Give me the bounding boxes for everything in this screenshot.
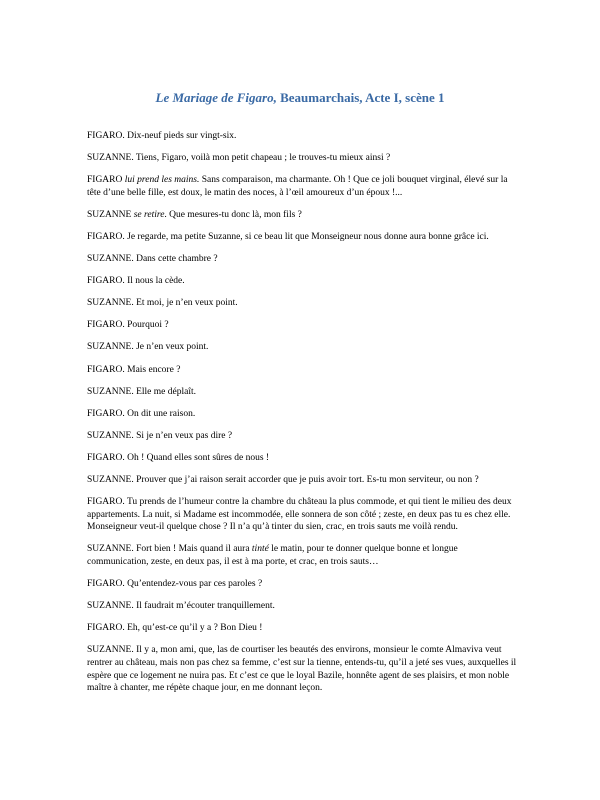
dialogue-line xyxy=(87,209,517,222)
speaker-name: SUZANNE. xyxy=(87,645,134,656)
dialogue-line xyxy=(87,496,517,534)
dialogue-text: Si je n’en veux pas dire ? xyxy=(133,430,233,441)
dialogue-line xyxy=(87,174,517,199)
dialogue-line xyxy=(87,644,517,694)
emphasized-word: tinté xyxy=(251,544,269,555)
speaker-name: SUZANNE. xyxy=(87,544,134,555)
dialogue-text: Il faudrait m’écouter tranquillement. xyxy=(133,601,275,612)
speaker-name: SUZANNE. xyxy=(87,386,134,397)
dialogue-line xyxy=(87,253,517,266)
dialogue-line xyxy=(87,152,517,165)
dialogue-text: Elle me déplaît. xyxy=(133,386,196,397)
speaker-name: SUZANNE. xyxy=(87,153,134,164)
speaker-name: SUZANNE. xyxy=(87,430,134,441)
dialogue-text: Dix-neuf pieds sur vingt-six. xyxy=(124,131,237,141)
dialogue-line xyxy=(87,364,517,377)
speaker-name: SUZANNE. xyxy=(87,298,134,309)
stage-direction: se retire xyxy=(131,209,165,220)
title-work: Le Mariage de Figaro, xyxy=(155,90,277,105)
dialogue-text: Dans cette chambre ? xyxy=(133,254,218,265)
speaker-name: SUZANNE. xyxy=(87,342,134,353)
dialogue-line xyxy=(87,578,517,591)
speaker-name: SUZANNE. xyxy=(87,254,134,265)
dialogue-text: Il y a, mon ami, que, las de courtiser les beautés des environs, monsieur le comte Almaviva veut rentrer au château, mais non pas chez sa femme, c’est sur la tienne, entends-tu, qu’il a jeté ses vues, auxquelles il espère que ce logement ne nuira pas. Et c’est ce que le loyal Bazile, honnête agent de ses plaisirs, et mon noble maître à chanter, me répète chaque jour, en me donnant leçon. xyxy=(87,645,517,694)
dialogue-line xyxy=(87,297,517,310)
speaker-name: FIGARO. xyxy=(87,623,125,634)
dialogue-text: Fort bien ! Mais quand il aura xyxy=(133,544,252,555)
dialogue-line xyxy=(87,341,517,354)
dialogue-text: Il nous la cède. xyxy=(124,276,185,287)
dialogue-line xyxy=(87,408,517,421)
dialogue-line xyxy=(87,275,517,288)
speaker-name: FIGARO. xyxy=(87,497,125,508)
dialogue-text: Mais encore ? xyxy=(124,364,181,375)
dialogue-line xyxy=(87,319,517,332)
speaker-name: FIGARO. xyxy=(87,452,125,463)
dialogue-text: Et moi, je n’en veux point. xyxy=(133,298,238,309)
speaker-name: SUZANNE. xyxy=(87,601,134,612)
dialogue-text: Tiens, Figaro, voilà mon petit chapeau ; le trouves-tu mieux ainsi ? xyxy=(133,153,391,164)
speaker-name: FIGARO. xyxy=(87,320,125,331)
script-body xyxy=(87,130,517,704)
dialogue-text: Oh ! Quand elles sont sûres de nous ! xyxy=(124,452,270,463)
speaker-name: FIGARO. xyxy=(87,408,125,419)
dialogue-text: Je n’en veux point. xyxy=(133,342,209,353)
speaker-name: FIGARO. xyxy=(87,276,125,287)
dialogue-text: Eh, qu’est-ce qu’il y a ? Bon Dieu ! xyxy=(124,623,263,634)
dialogue-text: On dit une raison. xyxy=(124,408,196,419)
dialogue-line xyxy=(87,622,517,635)
dialogue-line xyxy=(87,231,517,244)
speaker-name: FIGARO. xyxy=(87,131,125,141)
dialogue-text: Je regarde, ma petite Suzanne, si ce beau lit que Monseigneur nous donne aura bonne grâce ici. xyxy=(124,231,489,242)
speaker-name: FIGARO. xyxy=(87,231,125,242)
dialogue-text: Tu prends de l’humeur contre la chambre du château la plus commode, et qui tient le milieu des deux appartements. La nuit, si Madame est incommodée, elle sonnera de son côté ; zeste, en deux pas tu es chez elle. Monseigneur veut-il quelque chose ? Il n’a qu’à tinter du sien, crac, en trois sauts me voilà rendu. xyxy=(87,497,512,533)
dialogue-line xyxy=(87,543,517,568)
dialogue-text: . Que mesures-tu donc là, mon fils ? xyxy=(164,209,302,220)
title-rest: Beaumarchais, Acte I, scène 1 xyxy=(276,90,445,105)
dialogue-text: Pourquoi ? xyxy=(124,320,169,331)
speaker-name: SUZANNE. xyxy=(87,475,134,485)
stage-direction: lui prend les mains. xyxy=(122,175,200,186)
dialogue-line xyxy=(87,386,517,399)
dialogue-line xyxy=(87,430,517,443)
dialogue-text: Prouver que j’ai raison serait accorder que je puis avoir tort. Es-tu mon serviteur, ou non ? xyxy=(133,475,479,485)
speaker-name: SUZANNE xyxy=(87,209,132,220)
speaker-name: FIGARO. xyxy=(87,579,125,590)
dialogue-line xyxy=(87,600,517,613)
speaker-name: FIGARO xyxy=(87,175,123,186)
speaker-name: FIGARO. xyxy=(87,364,125,375)
dialogue-line xyxy=(87,130,517,143)
dialogue-line xyxy=(87,452,517,465)
dialogue-text-continued: le matin, pour te donner quelque bonne et longue communication, zeste, en deux pas, il est à ma porte, et crac, en trois sauts… xyxy=(87,544,458,567)
dialogue-text: Qu’entendez-vous par ces paroles ? xyxy=(124,579,263,590)
dialogue-line xyxy=(87,474,517,487)
dialogue-text: Sans comparaison, ma charmante. Oh ! Que ce joli bouquet virginal, élevé sur la tête d’une belle fille, est doux, le matin des noces, à l’œil amoureux d’un époux !... xyxy=(87,175,508,198)
document-title xyxy=(0,90,600,106)
